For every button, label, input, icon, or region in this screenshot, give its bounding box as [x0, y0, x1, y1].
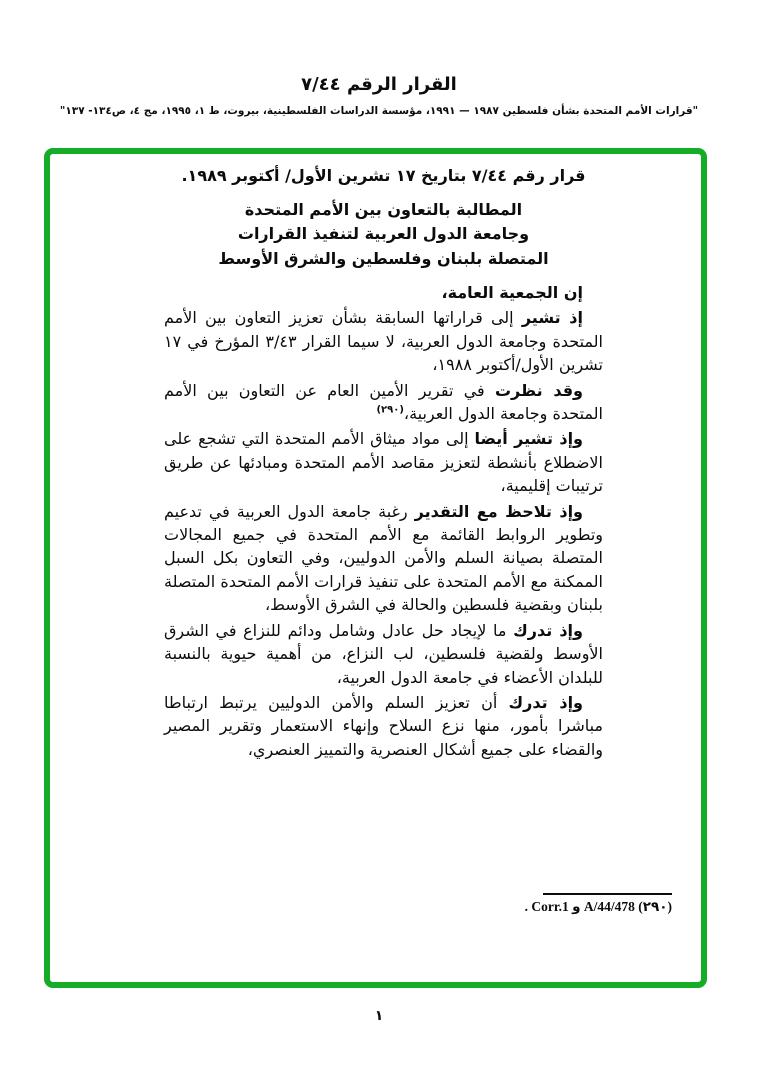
- resolution-paragraph: وإذ تشير أيضا إلى مواد ميثاق الأمم المتحدة التي تشجع على الاضطلاع بأنشطة لتعزيز مقاصد الأمم المتحدة ومبادئها عن طريق ترتيبات إقليمية،: [164, 429, 603, 496]
- source-citation: "قرارات الأمم المتحدة بشأن فلسطين ١٩٨٧ — ١٩٩١، مؤسسة الدراسات الفلسطينية، بيروت، ط ١، ١٩٩٥، مج ٤، ص١٣٤- ١٣٧": [59, 105, 699, 117]
- resolution-title-line-1: المطالبة بالتعاون بين الأمم المتحدة: [244, 199, 523, 219]
- resolution-title-line-3: المتصلة بلبنان وفلسطين والشرق الأوسط: [218, 248, 549, 268]
- page-title: القرار الرقم ٧/٤٤: [301, 74, 457, 95]
- document-frame: [44, 148, 707, 988]
- resolution-paragraph: وإذ تلاحظ مع التقدير رغبة جامعة الدول العربية في تدعيم وتطوير الروابط القائمة مع الأمم المتحدة في جميع المجالات المتصلة بصيانة السلم والأمن الدوليين، وفي التعاون بكل السبل الممكنة مع الأمم المتحدة على تنفيذ قرارات الأمم المتحدة المتصلة بلبنان وبقضية فلسطين والحالة في الشرق الأوسط،: [164, 501, 603, 615]
- footnote-block: [462, 893, 672, 915]
- resolution-heading: [164, 164, 603, 271]
- footnote-text: (٢٩٠) A/44/478 و Corr.1 .: [524, 899, 672, 914]
- paragraph-lead-in: وقد نظرت: [494, 380, 583, 400]
- paragraph-lead-in: إذ تشير: [521, 308, 583, 328]
- paragraph-lead-in: وإذ تدرك: [513, 620, 583, 640]
- page-number: ١: [374, 1008, 384, 1024]
- resolution-body: [164, 281, 603, 761]
- paragraph-lead-in: إن الجمعية العامة،: [441, 283, 583, 302]
- resolution-paragraph: [164, 281, 603, 304]
- footnote-separator: [543, 893, 672, 895]
- resolution-number-line: قرار رقم ٧/٤٤ بتاريخ ١٧ تشرين الأول/ أكتوبر ١٩٨٩.: [181, 166, 586, 185]
- resolution-title-line-2: وجامعة الدول العربية لتنفيذ القرارات: [237, 224, 530, 243]
- footnote-reference: (٢٩٠): [376, 404, 404, 416]
- frame-content: [50, 154, 701, 982]
- resolution-paragraph: وإذ تدرك ما لإيجاد حل عادل وشامل ودائم للنزاع في الشرق الأوسط ولقضية فلسطين، لب النزاع، من أهمية حيوية بالنسبة للبلدان الأعضاء في جامعة الدول العربية،: [164, 620, 603, 687]
- paragraph-lead-in: وإذ تلاحظ مع التقدير: [414, 501, 584, 521]
- resolution-paragraph: وإذ تدرك أن تعزيز السلم والأمن الدوليين يرتبط ارتباطا مباشرا بأمور، منها نزع السلاح وإنهاء الاستعمار وتقرير المصير والقضاء على جميع أشكال العنصرية والتمييز العنصري،: [164, 692, 603, 759]
- paragraph-lead-in: وإذ تشير أيضا: [474, 429, 583, 449]
- resolution-paragraph: إذ تشير إلى قراراتها السابقة بشأن تعزيز التعاون بين الأمم المتحدة وجامعة الدول العربية، لا سيما القرار ٣/٤٣ المؤرخ في ١٧ تشرين الأول/أكتوبر ١٩٨٨،: [164, 308, 603, 375]
- paragraph-lead-in: وإذ تدرك: [508, 692, 583, 712]
- resolution-paragraph: وقد نظرت في تقرير الأمين العام عن التعاون بين الأمم المتحدة وجامعة الدول العربية،$^{(٢٩٠)}$: [164, 380, 603, 424]
